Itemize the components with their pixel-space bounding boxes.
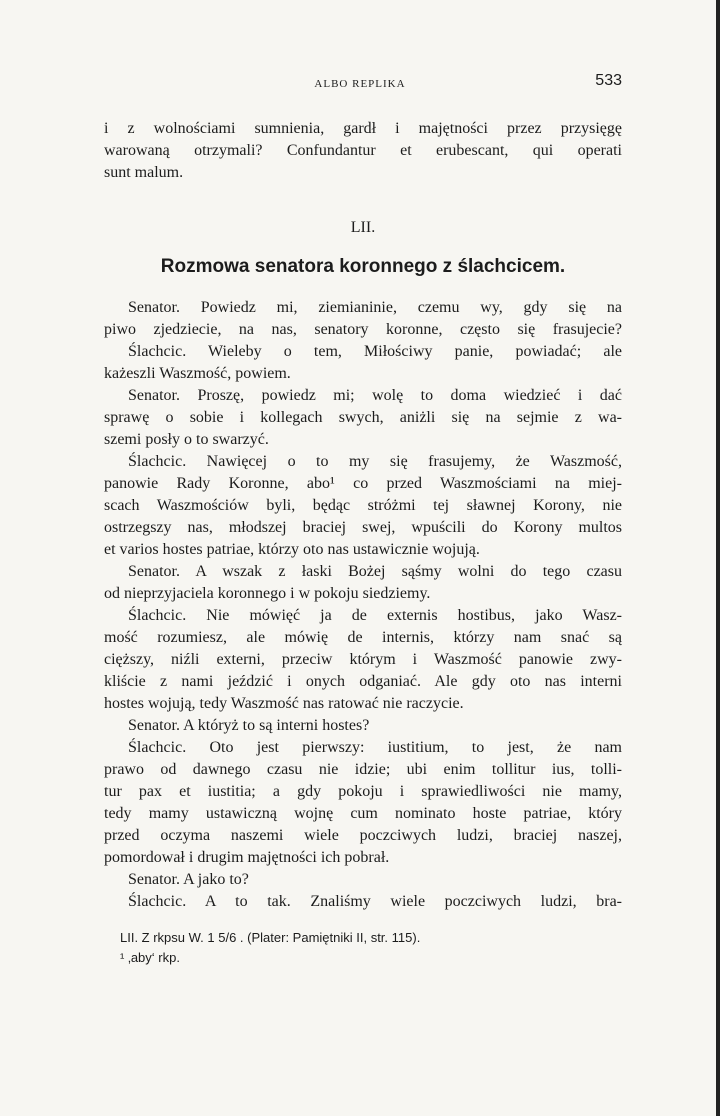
text-line: przed oczyma naszemi wiele poczciwych ludzi, braciej naszej, [104,827,622,844]
text-line: mość rozumiesz, ale mówię de internis, którzy nam snać są [104,629,622,646]
text-line: Ślachcic. A to tak. Znaliśmy wiele poczciwych ludzi, bra- [128,893,622,910]
page-edge [716,0,720,1116]
chapter-number: LII. [350,219,376,236]
text-line: panowie Rady Koronne, abo¹ co przed Waszmościami na miej- [104,475,622,492]
footnote-1: ¹ ‚aby‘ rkp. [120,950,180,965]
text-line: Senator. Proszę, powiedz mi; wolę to doma wiedzieć i dać [128,387,622,404]
footnote-source: LII. Z rkpsu W. 1 5/6 . (Plater: Pamiętniki II, str. 115). [120,930,421,945]
intro-paragraph [104,118,622,184]
text-line: Ślachcic. Nawięcej o to my się frasujemy, że Waszmość, [128,453,622,470]
text-line: Ślachcic. Oto jest pierwszy: iustitium, to jest, że nam [128,739,622,756]
text-line: piwo zjedziecie, na nas, senatory koronne, często się frasujecie? [104,321,622,338]
text-line: kliście z nami jeździć i onych odganiać. Ale gdy oto nas interni [104,673,622,690]
text-line: szemi posły o to swarzyć. [104,431,269,448]
text-line: sprawę o sobie i kollegach swych, aniżli się na sejmie z wa- [104,409,622,426]
text-line: tedy mamy ustawiczną wojnę cum nominato hoste patriae, który [104,805,622,822]
text-line: i z wolnościami sumnienia, gardł i majętności przez przysięgę [104,120,622,137]
text-line: warowaną otrzymali? Confundantur et erubescant, qui operati [104,142,622,159]
text-line: hostes wojują, tedy Waszmość nas ratować nie raczycie. [104,695,464,712]
text-line: od nieprzyjaciela koronnego i w pokoju siedziemy. [104,585,431,602]
text-line: cięższy, niźli externi, przeciw którym i Waszmość panowie zwy- [104,651,622,668]
text-line: et varios hostes patriae, którzy oto nas ustawicznie wojują. [104,541,480,558]
text-line: Ślachcic. Nie mówięć ja de externis hostibus, jako Wasz- [128,607,622,624]
text-line: Senator. A jako to? [128,871,249,888]
chapter-title: Rozmowa senatora koronnego z ślachcicem. [160,256,566,277]
text-line: pomordował i drugim majętności ich pobrał. [104,849,390,866]
text-line: Senator. Powiedz mi, ziemianinie, czemu wy, gdy się na [128,299,622,316]
text-line: tur pax et iustitia; a gdy pokoju i sprawiedliwości nie mamy, [104,783,622,800]
text-line: Ślachcic. Wieleby o tem, Miłościwy panie, powiadać; ale [128,343,622,360]
text-line: każeszli Waszmość, powiem. [104,365,291,382]
text-line: sunt malum. [104,164,184,181]
text-line: prawo od dawnego czasu nie idzie; ubi enim tollitur ius, tolli- [104,761,622,778]
page-number: 533 [595,72,622,89]
dialogue-text [104,297,622,913]
text-line: ostrzegszy nas, młodszej braciej swej, wpuścili do Korony multos [104,519,622,536]
running-head: ALBO REPLIKA [314,78,406,90]
text-line: Senator. A któryż to są interni hostes? [128,717,370,734]
text-line: Senator. A wszak z łaski Bożej sąśmy wolni do tego czasu [128,563,622,580]
text-line: scach Waszmościów byli, będąc stróżmi tej sławnej Korony, nie [104,497,622,514]
